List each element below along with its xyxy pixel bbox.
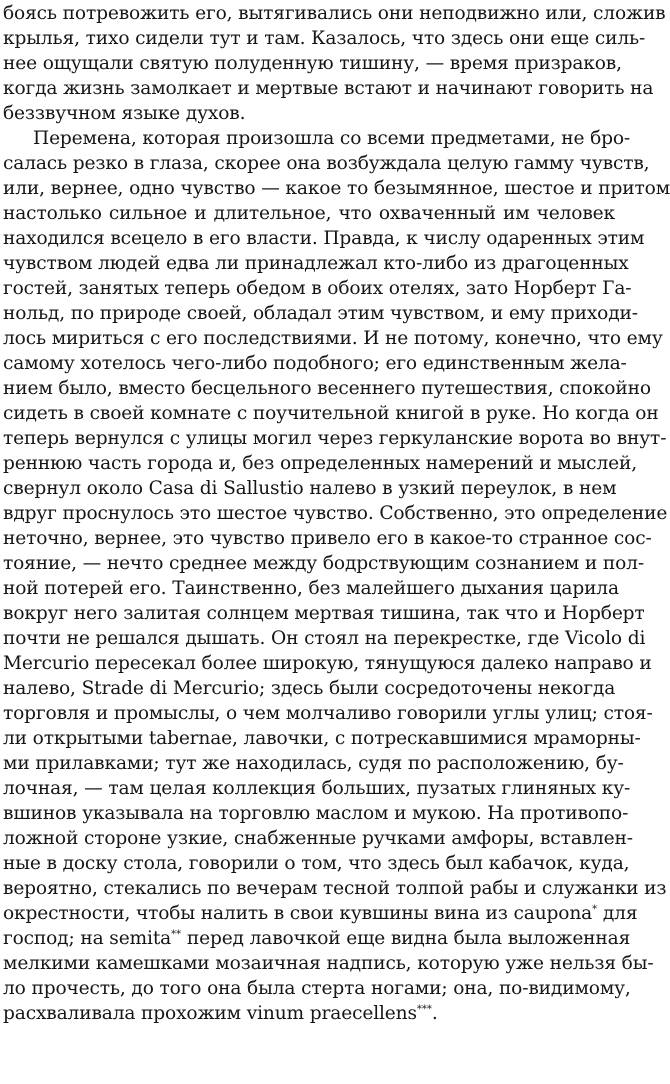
text-line: торговля и промыслы, о чем молчаливо говорили углы улиц; стоя- [3, 703, 653, 724]
text-line: ложной стороне узкие, снабженные ручками амфоры, вставлен- [3, 828, 633, 849]
text-line: налево, Strade di Mercurio; здесь были сосредоточены некогда [3, 678, 616, 699]
text-line: Mercurio пересекал более широкую, тянущуюся далеко направо и [3, 653, 652, 674]
text-line: крылья, тихо сидели тут и там. Казалось, что здесь они еще силь- [3, 28, 646, 49]
text-fragment: перед лавочкой еще видна была выложенная [186, 928, 631, 949]
text-line: ми прилавками; тут же находилась, судя по расположению, бу- [3, 753, 624, 774]
text-line: теперь вернулся с улицы могил через геркуланские ворота во внут- [3, 428, 667, 449]
text-line: вокруг него залитая солнцем мертвая тишина, так что и Норберт [3, 603, 645, 624]
text-line: нольд, по природе своей, обладал этим чувством, и ему приходи- [3, 303, 638, 324]
text-line: лочная, — там целая коллекция больших, пузатых глиняных ку- [3, 778, 631, 799]
text-line: ли открытыми tabernae, лавочки, с потрескавшимися мраморны- [3, 728, 641, 749]
text-line: когда жизнь замолкает и мертвые встают и начинают говорить на [3, 78, 654, 99]
text-line: нием было, вместо бесцельного весеннего путешествия, спокойно [3, 378, 651, 399]
text-line-with-note [3, 926, 631, 951]
text-line: реннюю часть города и, без определенных намерений и мыслей, [3, 453, 637, 474]
text-line: ло прочесть, до того она была стерта ногами; она, по-видимому, [3, 978, 631, 999]
text-line: находился всецело в его власти. Правда, к числу одаренных этим [3, 228, 645, 249]
footnote-ref[interactable]: *** [416, 1004, 432, 1015]
text-line: ной потерей его. Таинственно, без малейшего дыхания царила [3, 578, 619, 599]
text-line: салась резко в глаза, скорее она возбуждала целую гамму чувств, [3, 153, 650, 174]
text-line: мелкими камешками мозаичная надпись, которую уже нельзя бы- [3, 953, 654, 974]
text-fragment: окрестности, чтобы налить в свои кувшины вина из caupona [3, 903, 593, 924]
text-line: сидеть в своей комнате с поучительной книгой в руке. Но когда он [3, 403, 659, 424]
text-line: лось мириться с его последствиями. И не потому, конечно, что ему [3, 328, 663, 349]
text-line: Перемена, которая произошла со всеми предметами, не бро- [33, 128, 631, 149]
text-line: свернул около Casa di Sallustio налево в узкий переулок, в нем [3, 478, 617, 499]
text-line: нее ощущали святую полуденную тишину, — время призраков, [3, 53, 622, 74]
text-fragment: . [431, 1003, 438, 1024]
text-line-with-note [3, 1001, 438, 1026]
text-line: вероятно, стекались по вечерам тесной толпой рабы и служанки из [3, 878, 667, 899]
text-line: тояние, — нечто среднее между бодрствующим сознанием и пол- [3, 553, 644, 574]
text-line: гостей, занятых теперь обедом в обоих отелях, зато Норберт Га- [3, 278, 632, 299]
text-line: боясь потревожить его, вытягивались они неподвижно или, сложив [3, 3, 666, 24]
footnote-ref[interactable]: * [592, 904, 598, 915]
text-line: настолько сильное и длительное, что охваченный им человек [3, 203, 615, 224]
text-line: ные в доску стола, говорили о том, что здесь был кабачок, куда, [3, 853, 630, 874]
text-fragment: для [602, 903, 638, 924]
text-line: беззвучном языке духов. [3, 103, 246, 124]
text-line: вшинов указывала на торговлю маслом и мукою. На противопо- [3, 803, 629, 824]
footnote-ref[interactable]: ** [171, 929, 182, 940]
text-line: почти не решался дышать. Он стоял на перекрестке, где Vicolo di [3, 628, 646, 649]
text-line: самому хотелось чего-либо подобного; его единственным жела- [3, 353, 627, 374]
text-fragment: господ; на semita [3, 928, 172, 949]
text-line: неточно, вернее, это чувство привело его в какое-то странное сос- [3, 528, 652, 549]
text-line: вдруг проснулось это шестое чувство. Собственно, это определение [3, 503, 668, 524]
text-line: или, вернее, одно чувство — какое то безымянное, шестое и притом [3, 178, 670, 199]
text-line-with-note [3, 901, 638, 926]
text-line: чувством людей едва ли принадлежал кто-либо из драгоценных [3, 253, 629, 274]
text-fragment: расхваливала прохожим vinum praecellens [3, 1003, 417, 1024]
